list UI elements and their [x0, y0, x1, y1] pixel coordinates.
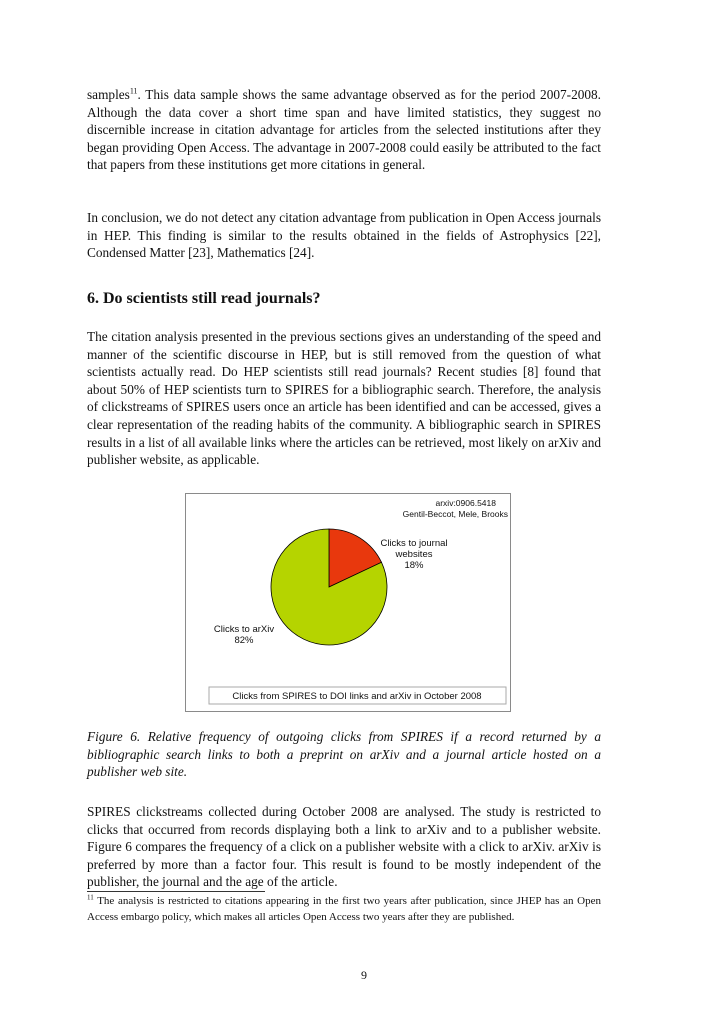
paragraph-clickstreams: SPIRES clickstreams collected during October 2008 are analysed. The study is restricted to clicks that occurred from records displaying both a link to arXiv and to a publisher website. Figure 6 compares the frequency of a click on a publisher website with a click to arXiv. arXiv is preferred by more than a factor four. This result is found to be mostly independent of the publisher, the journal and the age of the article.	[87, 804, 601, 890]
pie-slice-label: websites	[395, 549, 433, 560]
pie-slice-label: Clicks to arXiv	[213, 624, 275, 635]
figure-ref-id: arxiv:0906.5418	[435, 498, 496, 508]
paragraph-samples	[87, 86, 601, 174]
pie-slice-percent-label: 18%	[404, 560, 424, 571]
pie-slices	[271, 529, 387, 645]
figure-caption: Figure 6. Relative frequency of outgoing clicks from SPIRES if a record returned by a bibliographic search links to both a preprint on arXiv and a journal article hosted on a publisher web site.	[87, 729, 601, 780]
footnote-divider	[87, 891, 265, 892]
paragraph-samples-lead: samples	[87, 87, 130, 102]
footnote-text: The analysis is restricted to citations appearing in the first two years after publication, since JHEP has an Open Access embargo policy, which makes all articles Open Access two years after they are published.	[87, 895, 601, 923]
figure-authors: Gentil-Beccot, Mele, Brooks	[402, 509, 508, 519]
paragraph-reading-journals: The citation analysis presented in the previous sections gives an understanding of the speed and manner of the scientific discourse in HEP, but is still removed from the question of what scientists actually read. Do HEP scientists still read journals? Recent studies [8] found that about 50% of HEP scientists turn to SPIRES for a bibliographic search. Therefore, the analysis of clickstreams of SPIRES users once an article has been identified and can be accessed, gives a clear representation of the reading habits of the community. A bibliographic search in SPIRES results in a list of all available links where the articles can be retrieved, most likely on arXiv and publisher website, as applicable.	[87, 329, 601, 468]
section-heading: 6. Do scientists still read journals?	[87, 290, 321, 307]
paragraph-conclusion: In conclusion, we do not detect any citation advantage from publication in Open Access journals in HEP. This finding is similar to the results obtained in the fields of Astrophysics [22], Condensed Matter [23], Mathematics [24].	[87, 210, 601, 261]
figure-footer-label: Clicks from SPIRES to DOI links and arXiv in October 2008	[232, 691, 482, 702]
page-number: 9	[361, 968, 367, 982]
footnote-reference: 11	[129, 86, 138, 96]
pie-slice-label: Clicks to journal	[380, 538, 448, 549]
paragraph-samples-rest: . This data sample shows the same advantage observed as for the period 2007-2008. Although the data cover a short time span and have limited statistics, they suggest no discernible increase in citation advantage for articles from the selected institutions after they began providing Open Access. The advantage in 2007-2008 could easily be attributed to the fact that papers from these institutions get more citations in general.	[87, 87, 601, 173]
pie-slice-percent-label: 82%	[234, 635, 254, 646]
figure-6	[185, 493, 511, 712]
footnote	[87, 894, 601, 925]
pie-chart	[186, 494, 510, 711]
footnote-marker: 11	[87, 893, 94, 902]
